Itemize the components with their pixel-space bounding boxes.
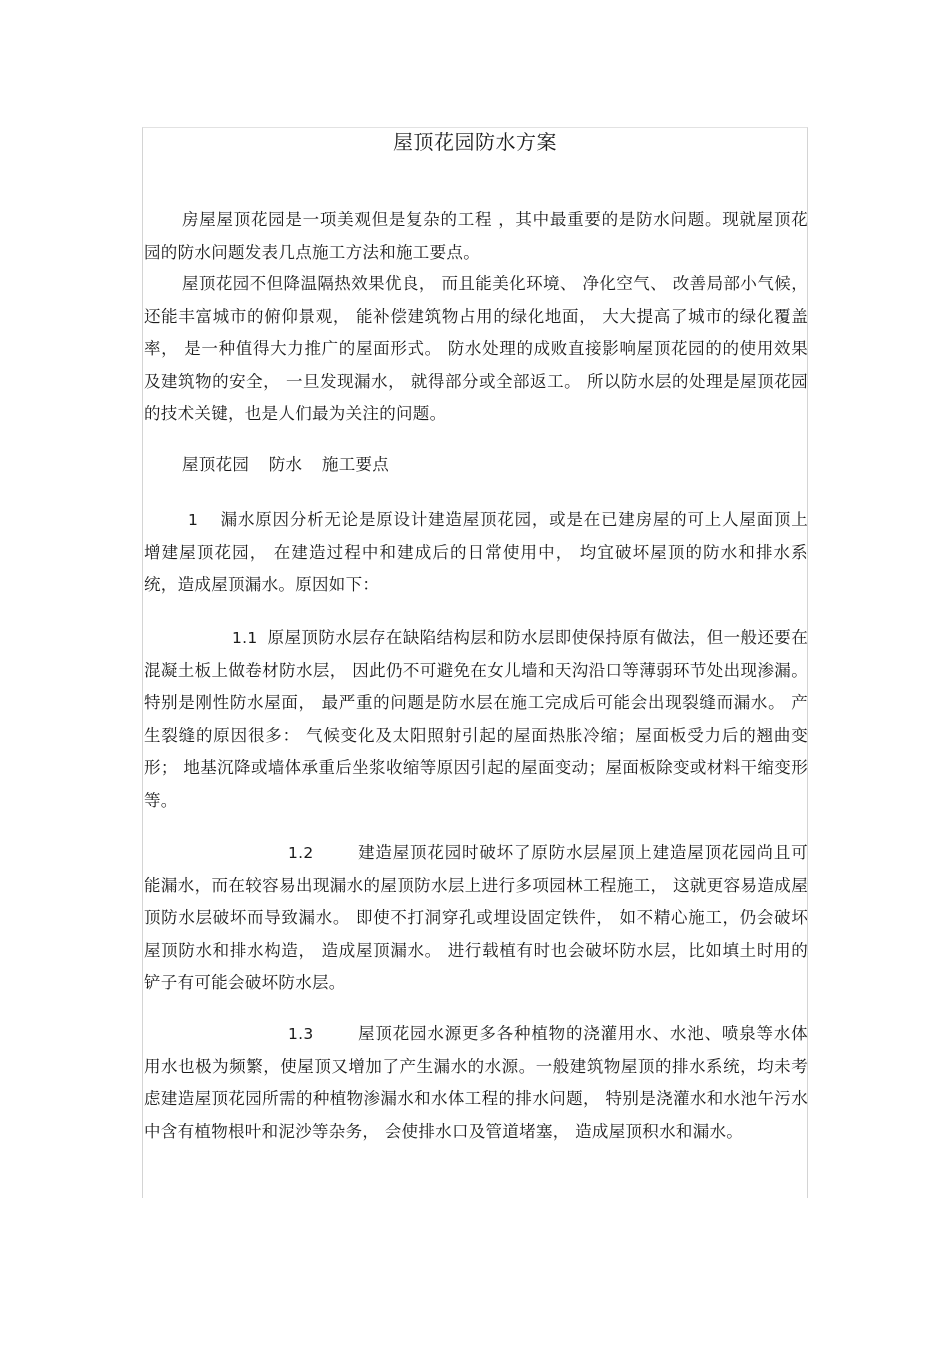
section-1 — [144, 504, 808, 602]
section-number: 1.3 — [288, 1025, 314, 1043]
section-1-2 — [144, 837, 808, 1000]
intro-paragraph: 房屋屋顶花园是一项美观但是复杂的工程 ，其中最重要的是防水问题。现就屋顶花园的防水问题发表几点施工方法和施工要点。 — [144, 210, 808, 262]
section-number: 1.1 — [232, 629, 258, 647]
section-number: 1.2 — [288, 844, 314, 862]
section-1-3 — [144, 1018, 808, 1148]
section-text: 漏水原因分析无论是原设计建造屋顶花园，或是在已建房屋的可上人屋面顶上增建屋顶花园， 在建造过程中和建成后的日常使用中， 均宜破坏屋顶的防水和排水系统，造成屋顶漏水。原因如下： — [144, 510, 808, 594]
background-paragraph: 屋顶花园不但降温隔热效果优良， 而且能美化环境、 净化空气、 改善局部小气候，还能丰富城市的俯仰景观， 能补偿建筑物占用的绿化地面， 大大提高了城市的绿化覆盖率， 是一种值得大力推广的屋面形式。 防水处理的成败直接影响屋顶花园的的使用效果及建筑物的安全， 一旦发现漏水， 就得部分或全部返工。 所以防水层的处理是屋顶花园的技术关键，也是人们最为关注的问题。 — [144, 274, 808, 423]
keyword: 施工要点 — [321, 455, 390, 474]
keyword: 屋顶花园 — [182, 455, 250, 474]
section-text: 建造屋顶花园时破坏了原防水层屋顶上建造屋顶花园尚且可能漏水，而在较容易出现漏水的屋顶防水层上进行多项园林工程施工， 这就更容易造成屋顶防水层破坏而导致漏水。 即使不打洞穿孔或埋设固定铁件， 如不精心施工，仍会破坏屋顶防水和排水构造， 造成屋顶漏水。 进行载植有时也会破坏防水层，比如填土时用的铲子有可能会破坏防水层。 — [144, 843, 808, 992]
section-number: 1 — [188, 511, 199, 529]
keywords-line — [144, 449, 808, 482]
document-title: 屋顶花园防水方案 — [393, 130, 557, 154]
keyword: 防水 — [268, 455, 303, 474]
section-1-1 — [144, 622, 808, 817]
section-text: 原屋顶防水层存在缺陷结构层和防水层即使保持原有做法，但一般还要在混凝土板上做卷材防水层， 因此仍不可避免在女儿墙和天沟沿口等薄弱环节处出现渗漏。 特别是刚性防水屋面， 最严重的问题是防水层在施工完成后可能会出现裂缝而漏水。 产生裂缝的原因很多： 气候变化及太阳照射引起的屋面热胀冷缩；屋面板受力后的翘曲变形； 地基沉降或墙体承重后坐浆收缩等原因引起的屋面变动；屋面板除变或材料干缩变形等。 — [144, 628, 808, 810]
section-text: 屋顶花园水源更多各种植物的浇灌用水、水池、喷泉等水体用水也极为频繁，使屋顶又增加了产生漏水的水源。一般建筑物屋顶的排水系统，均未考虑建造屋顶花园所需的种植物渗漏水和水体工程的排水问题， 特别是浇灌水和水池午污水中含有植物根叶和泥沙等杂务， 会使排水口及管道堵塞， 造成屋顶积水和漏水。 — [144, 1024, 808, 1141]
